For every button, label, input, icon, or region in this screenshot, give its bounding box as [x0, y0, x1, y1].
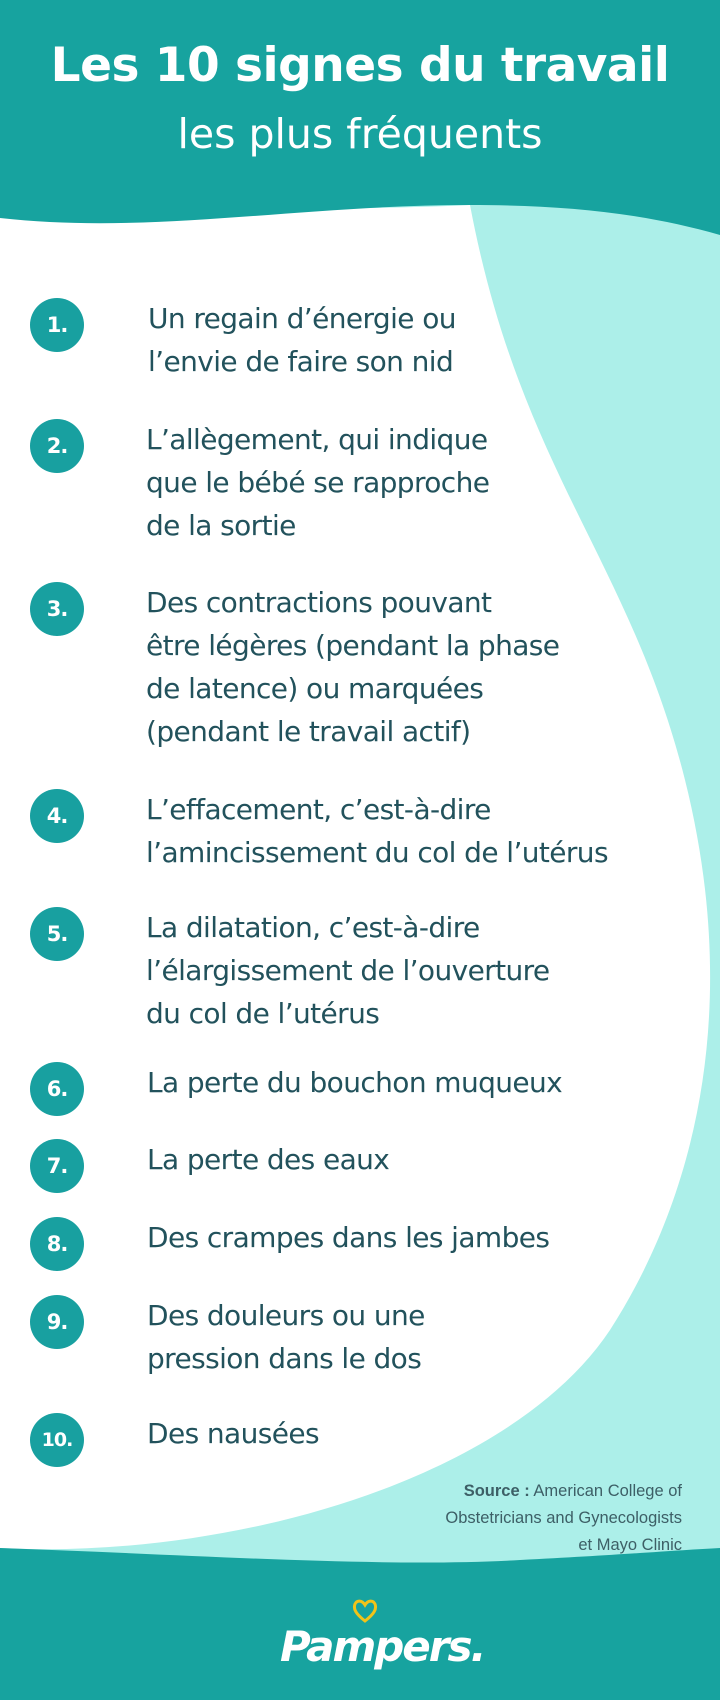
list-item: [30, 907, 550, 1035]
logo-wordmark: Pampers.: [280, 1622, 485, 1671]
list-item: [30, 419, 489, 547]
list-item: [30, 1062, 562, 1116]
page-subtitle: les plus fréquents: [177, 110, 543, 158]
item-text: Des douleurs ou une pression dans le dos: [147, 1299, 425, 1375]
item-text: L’effacement, c’est-à-dire l’amincissement du col de l’utérus: [146, 793, 608, 869]
list-item: [30, 582, 559, 753]
item-text: Des crampes dans les jambes: [147, 1221, 550, 1254]
item-text: La perte du bouchon muqueux: [147, 1066, 563, 1099]
source-line-2: Obstetricians and Gynecologists: [445, 1509, 682, 1527]
source-text-1: American College of: [533, 1482, 682, 1500]
source-label: Source :: [463, 1482, 530, 1500]
item-text: Des nausées: [147, 1417, 319, 1450]
item-number-badge: 8.: [30, 1217, 84, 1271]
source-line-1: [382, 1478, 682, 1505]
item-text: L’allègement, qui indique que le bébé se rapproche de la sortie: [146, 423, 490, 542]
list-item: [30, 298, 456, 383]
pampers-logo: [280, 1598, 485, 1688]
source-line-3: et Mayo Clinic: [578, 1536, 682, 1554]
item-number-badge: 3.: [30, 582, 84, 636]
item-number-badge: 9.: [30, 1295, 84, 1349]
item-number-badge: 6.: [30, 1062, 84, 1116]
list-item: [30, 789, 608, 874]
list-item: [30, 1295, 425, 1380]
source-note: [382, 1478, 682, 1559]
item-number-badge: 10.: [30, 1413, 84, 1467]
heart-icon: [352, 1598, 378, 1624]
item-text: La dilatation, c’est-à-dire l’élargissement de l’ouverture du col de l’utérus: [146, 911, 550, 1030]
item-number-badge: 1.: [30, 298, 84, 352]
item-number-badge: 5.: [30, 907, 84, 961]
list-item: [30, 1413, 319, 1467]
item-text: Un regain d’énergie ou l’envie de faire son nid: [148, 302, 456, 378]
item-number-badge: 4.: [30, 789, 84, 843]
item-text: La perte des eaux: [147, 1143, 390, 1176]
list-item: [30, 1217, 549, 1271]
item-number-badge: 2.: [30, 419, 84, 473]
item-number-badge: 7.: [30, 1139, 84, 1193]
page-title: Les 10 signes du travail: [50, 38, 670, 93]
list-item: [30, 1139, 389, 1193]
item-text: Des contractions pouvant être légères (pendant la phase de latence) ou marquées (pendant le travail actif): [146, 586, 560, 748]
